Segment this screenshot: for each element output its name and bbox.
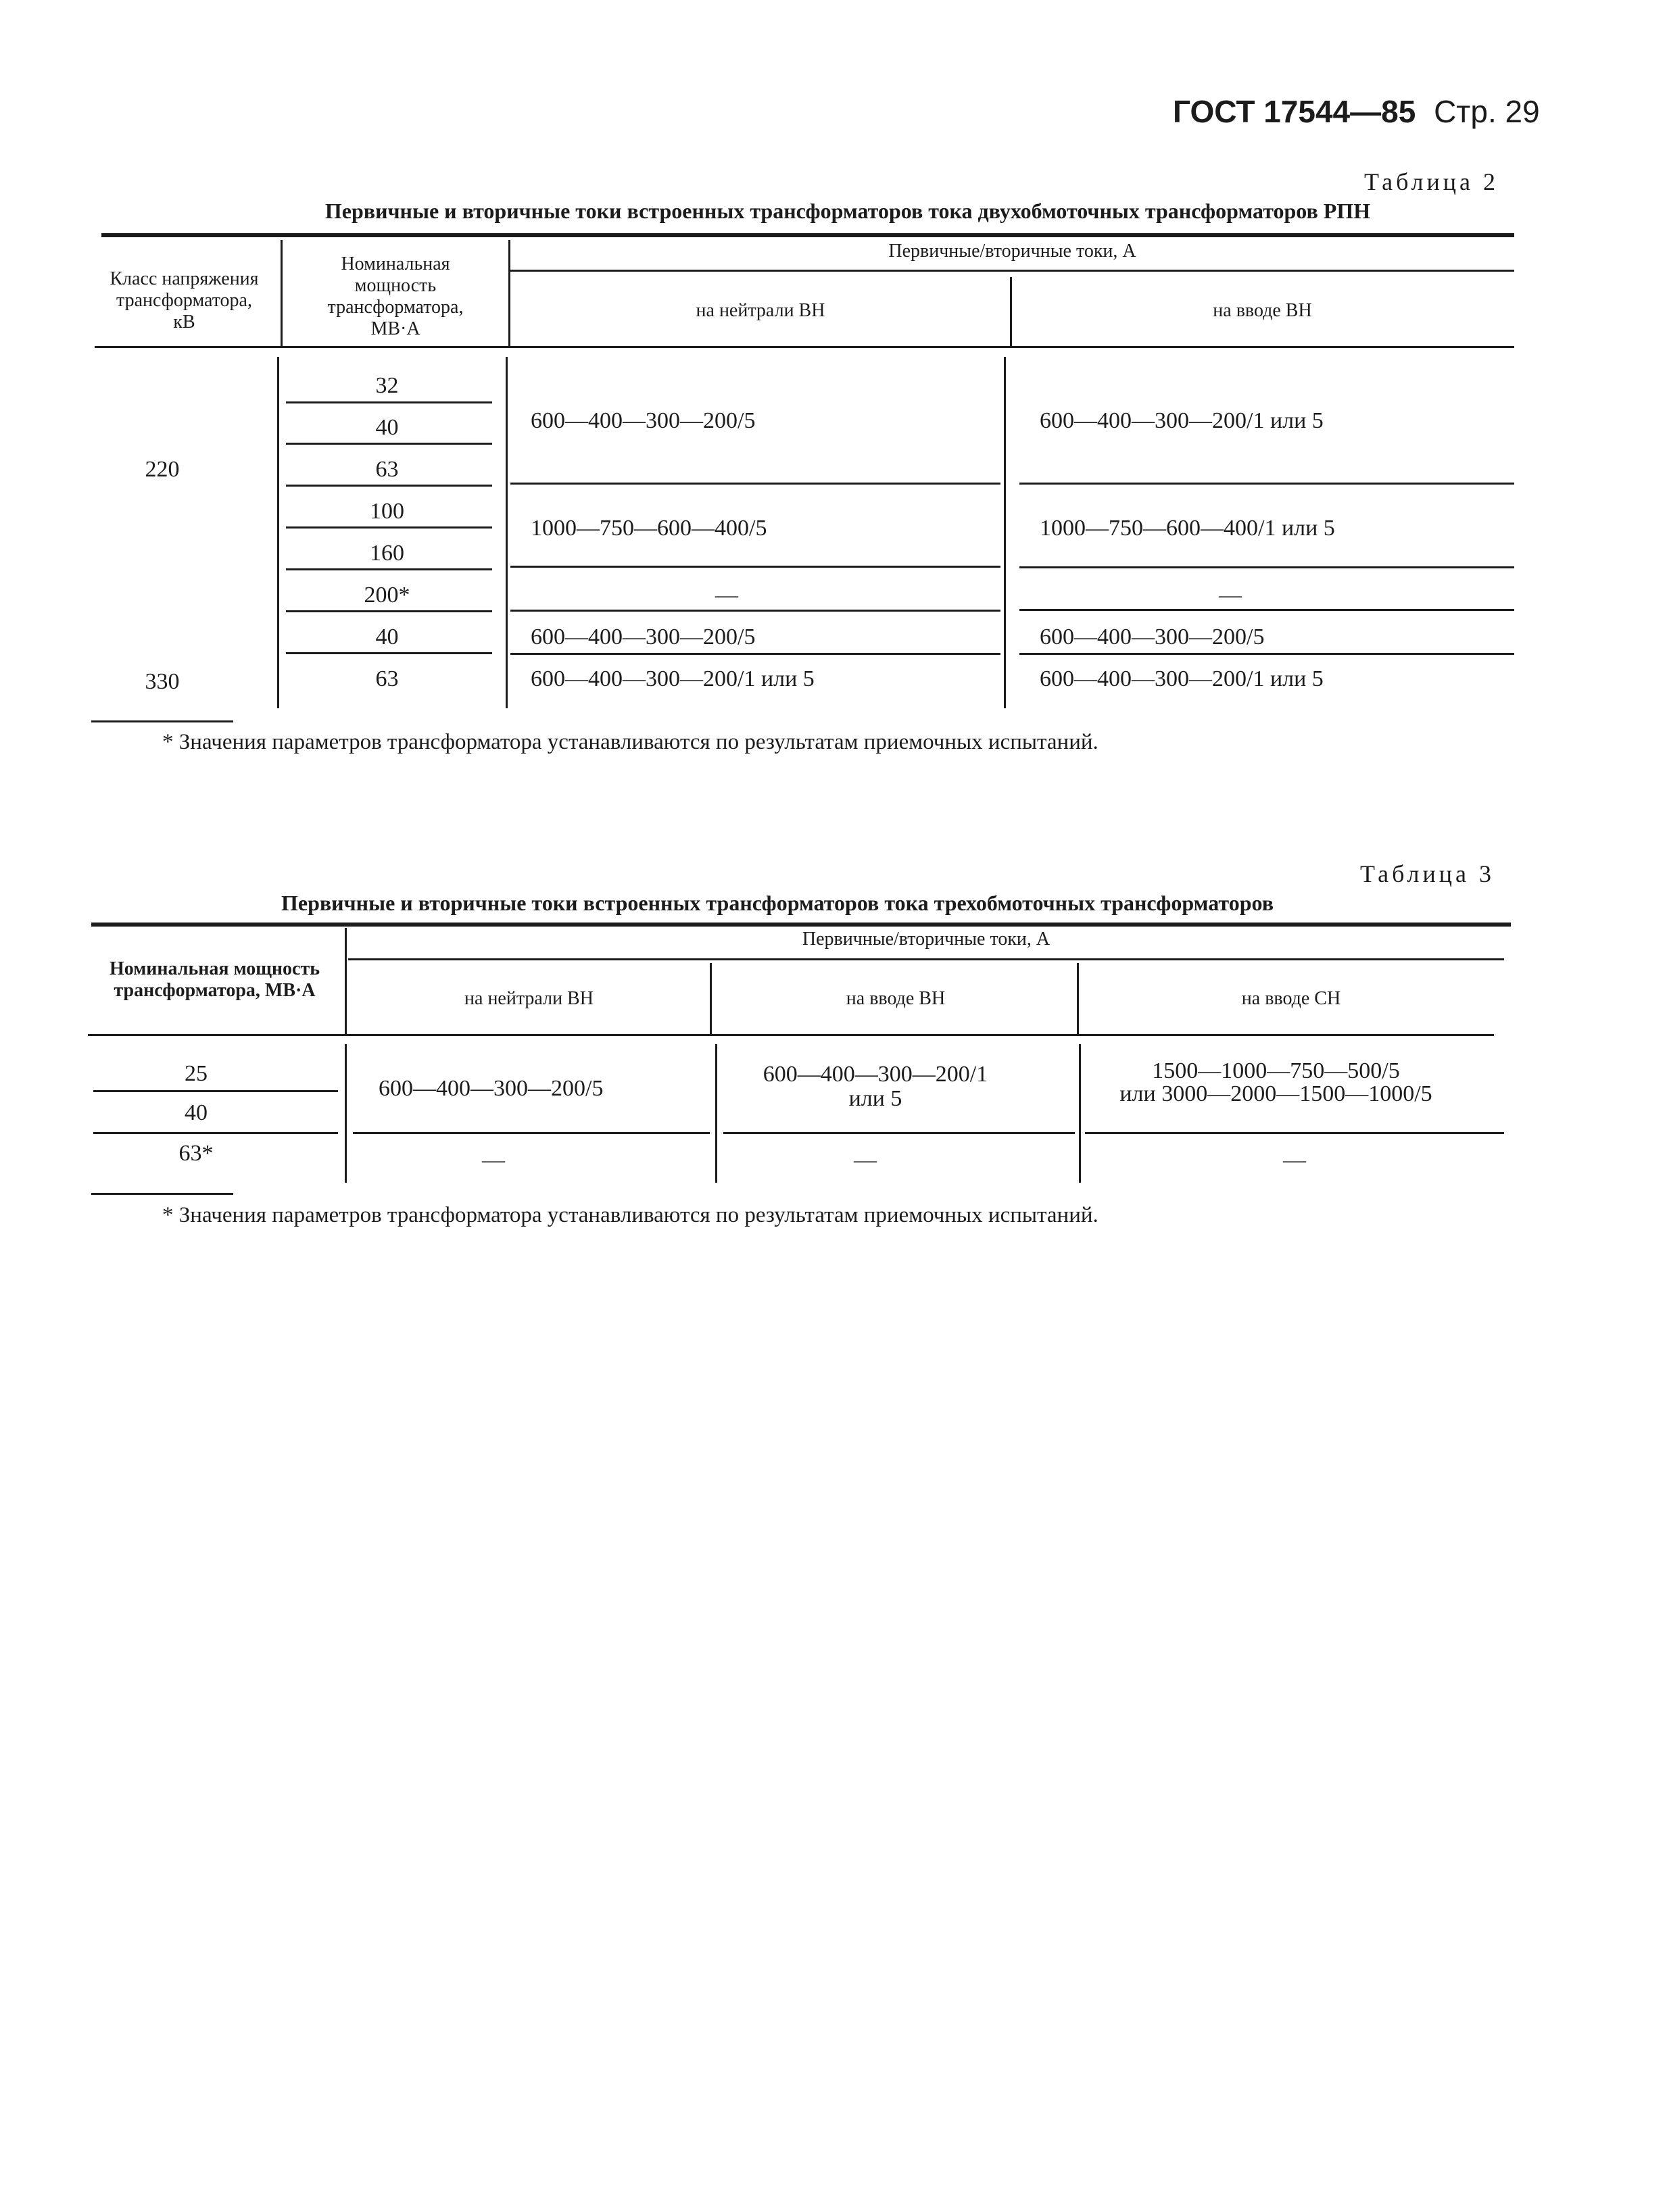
table3-input-sn-value: 1500—1000—750—500/5 или 3000—2000—1500—1000/5 [1119, 1058, 1432, 1106]
table2-header-currents: Первичные/вторичные токи, А [888, 241, 1136, 262]
table2-power: 40 [375, 624, 399, 649]
table2-input-value: — [1219, 583, 1242, 608]
table2-input-value: 600—400—300—200/5 [1040, 624, 1265, 649]
table3-input-vn-value: 600—400—300—200/1 или 5 [763, 1062, 988, 1111]
table2-voltage-330: 330 [145, 669, 180, 694]
table2-voltage-220: 220 [145, 457, 180, 482]
table3-label: Таблица 3 [1360, 860, 1495, 887]
table3-input-sn-value: — [1283, 1148, 1306, 1173]
table2-header-power: Номинальная мощность трансформатора, МВ·А [327, 253, 464, 339]
table2-footnote: * Значения параметров трансформатора устанавливаются по результатам приемочных испытаний. [162, 730, 1098, 754]
table3-header-power: Номинальная мощность трансформатора, МВ·А [109, 958, 320, 1001]
table2-neutral-value: — [715, 583, 738, 608]
table3-footnote-rule [91, 1193, 233, 1195]
table2-footnote-rule [91, 720, 233, 722]
table2-power: 40 [375, 415, 399, 440]
table2-header-input: на вводе ВН [1213, 300, 1312, 321]
table3-header-input-vn: на вводе ВН [846, 988, 946, 1009]
table2-label: Таблица 2 [1364, 168, 1499, 195]
table2-header-neutral: на нейтрали ВН [696, 300, 825, 321]
table2-power: 32 [375, 373, 399, 398]
table2-input-value: 1000—750—600—400/1 или 5 [1040, 516, 1335, 541]
table2-neutral-value: 1000—750—600—400/5 [531, 516, 767, 541]
table2-neutral-value: 600—400—300—200/5 [531, 408, 756, 433]
table3-input-vn-value: — [854, 1148, 877, 1173]
table3-power: 25 [185, 1061, 208, 1086]
table3-title: Первичные и вторичные токи встроенных трансформаторов тока трехобмоточных трансформаторов [281, 891, 1274, 915]
table3-footnote: * Значения параметров трансформатора устанавливаются по результатам приемочных испытаний. [162, 1203, 1098, 1227]
document-code: ГОСТ 17544—85 [1173, 94, 1416, 129]
table2-input-value: 600—400—300—200/1 или 5 [1040, 408, 1324, 433]
table3-neutral-value: 600—400—300—200/5 [379, 1076, 604, 1101]
table2-title: Первичные и вторичные токи встроенных трансформаторов тока двухобмоточных трансформаторов РПН [324, 199, 1371, 223]
page-number: Стр. 29 [1434, 94, 1540, 129]
table2-power: 100 [370, 499, 404, 524]
table2-input-value: 600—400—300—200/1 или 5 [1040, 666, 1324, 691]
table3-header-neutral: на нейтрали ВН [464, 988, 594, 1009]
table3-power: 63* [178, 1141, 214, 1166]
table2-power: 200* [364, 583, 410, 608]
table2-header-voltage-class: Класс напряжения трансформатора, кВ [110, 268, 259, 333]
table3-header-currents: Первичные/вторичные токи, А [802, 929, 1050, 950]
page-header [1173, 93, 1540, 130]
table3-power: 40 [185, 1100, 208, 1125]
table3-header-input-sn: на вводе СН [1241, 988, 1341, 1009]
table2-power: 63 [375, 666, 399, 691]
table2-neutral-value: 600—400—300—200/1 или 5 [531, 666, 815, 691]
table2-power: 63 [375, 457, 399, 482]
table3-neutral-value: — [482, 1148, 505, 1173]
table2-power: 160 [370, 541, 404, 566]
table2-neutral-value: 600—400—300—200/5 [531, 624, 756, 649]
